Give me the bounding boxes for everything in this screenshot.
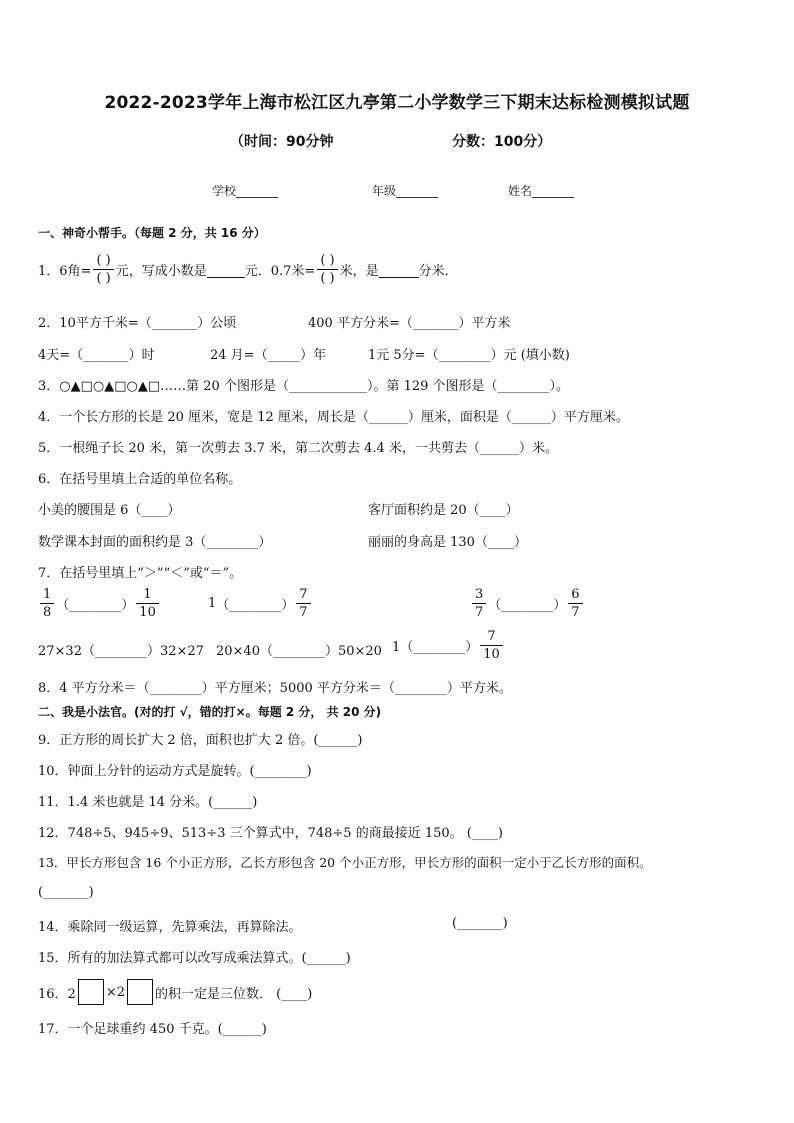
name-field[interactable]: 姓名_______ <box>508 184 575 198</box>
digit-box[interactable] <box>127 979 153 1005</box>
fraction: $\frac{7}{7}$ <box>296 588 310 619</box>
digit-box[interactable] <box>78 979 104 1005</box>
question-2d: 24 月=（_____）年 <box>210 348 327 363</box>
compare-blank[interactable]: 1（________） <box>392 640 479 655</box>
q1-text-e: 分米． <box>418 264 458 279</box>
question-15: 15．所有的加法算式都可以改写成乘法算式。(______) <box>38 951 351 966</box>
q16-text-c: 的积一定是三位数． (____) <box>155 986 313 1002</box>
fraction: $\frac{1}{8}$ <box>40 588 54 619</box>
question-2b: 400 平方分米=（_______）平方米 <box>308 316 511 331</box>
answer-blank[interactable] <box>379 262 419 278</box>
compare-blank[interactable]: （________） <box>216 598 295 613</box>
question-5: 5．一根绳子长 20 米，第一次剪去 3.7 米，第二次剪去 4.4 米，一共剪去（______）米。 <box>38 441 558 456</box>
fraction: $\frac{3}{7}$ <box>472 588 486 619</box>
section-1-heading: 一、神奇小帮手。（每题 2 分，共 16 分） <box>38 226 266 240</box>
answer-blank[interactable] <box>207 262 245 278</box>
compare-blank[interactable]: （________） <box>56 598 135 613</box>
q1-text-c: 元．0.7米= <box>244 264 316 279</box>
grade-field[interactable]: 年级_______ <box>372 184 439 198</box>
fraction-blank[interactable]: $\frac{( )}{( )}$ <box>93 254 113 285</box>
q1-text-b: 元，写成小数是 <box>115 264 207 279</box>
question-6c: 数学课本封面的面积约是 3（________） <box>38 535 272 550</box>
question-16 <box>38 979 312 1005</box>
question-4: 4．一个长方形的长是 20 厘米，宽是 12 厘米，周长是（______）厘米，面积是（______）平方厘米。 <box>38 410 629 425</box>
exam-score: 分数：100分） <box>452 134 552 150</box>
q7-compare-6 <box>392 630 505 661</box>
q16-text-b: ×2 <box>105 984 125 1000</box>
q1-text-a: 1．6角= <box>38 264 92 279</box>
question-6a: 小美的腰围是 6（____） <box>38 503 181 518</box>
question-1 <box>38 254 458 285</box>
q7-compare-5: 20×40（________）50×20 <box>216 644 382 659</box>
question-9: 9．正方形的周长扩大 2 倍，面积也扩大 2 倍。(______) <box>38 733 363 748</box>
q7-compare-2 <box>208 588 313 619</box>
question-3: 3．○▲□○▲□○▲□……第 20 个图形是（____________）。第 129 个图形是（________）。 <box>38 379 570 394</box>
question-8: 8．4 平方分米＝（________）平方厘米；5000 平方分米＝（________）平方米。 <box>38 681 512 696</box>
fraction: $\frac{6}{7}$ <box>568 588 582 619</box>
q7-compare-3 <box>470 588 585 619</box>
fraction: $\frac{7}{10}$ <box>480 630 503 661</box>
q7-compare-1 <box>38 588 161 619</box>
question-7: 7．在括号里填上“＞”“＜”或“＝”。 <box>38 566 243 581</box>
question-6: 6．在括号里填上合适的单位名称。 <box>38 472 242 487</box>
question-2e: 1元 5分=（________）元 (填小数) <box>368 348 570 363</box>
q7-compare-4: 27×32（________）32×27 <box>38 644 204 659</box>
question-2a: 2．10平方千米=（_______）公顷 <box>38 316 237 331</box>
question-17: 17．一个足球重约 450 千克。(______) <box>38 1022 267 1037</box>
q16-text-a: 16．2 <box>38 986 76 1002</box>
question-10: 10．钟面上分针的运动方式是旋转。(________) <box>38 764 312 779</box>
question-13: 13．甲长方形包含 16 个小正方形，乙长方形包含 20 个小正方形，甲长方形的面积一定小于乙长方形的面积。 <box>38 855 652 870</box>
compare-blank[interactable]: （________） <box>488 598 567 613</box>
page-title: 2022-2023学年上海市松江区九亭第二小学数学三下期末达标检测模拟试题 <box>104 93 690 113</box>
fraction: $\frac{1}{10}$ <box>136 588 159 619</box>
exam-time: （时间：90分钟 <box>230 134 334 150</box>
question-13-blank[interactable]: (_______) <box>38 885 94 900</box>
fraction-blank[interactable]: $\frac{( )}{( )}$ <box>317 254 337 285</box>
question-6d: 丽丽的身高是 130（____） <box>368 535 527 550</box>
question-11: 11．1.4 米也就是 14 分米。(______) <box>38 795 258 810</box>
question-14-blank[interactable]: (_______) <box>452 916 508 931</box>
question-14: 14．乘除同一级运算，先算乘法，再算除法。 <box>38 920 302 935</box>
section-2-heading: 二、我是小法官。(对的打 √，错的打×。每题 2 分， 共 20 分) <box>38 705 382 719</box>
question-2c: 4天=（_______）时 <box>38 348 155 363</box>
whole-number: 1 <box>208 596 217 611</box>
school-field[interactable]: 学校_______ <box>212 184 279 198</box>
question-6b: 客厅面积约是 20（____） <box>368 503 519 518</box>
question-12: 12．748÷5、945÷9、513÷3 三个算式中，748÷5 的商最接近 150。 (____) <box>38 826 503 841</box>
q1-text-d: 米，是 <box>339 264 379 279</box>
